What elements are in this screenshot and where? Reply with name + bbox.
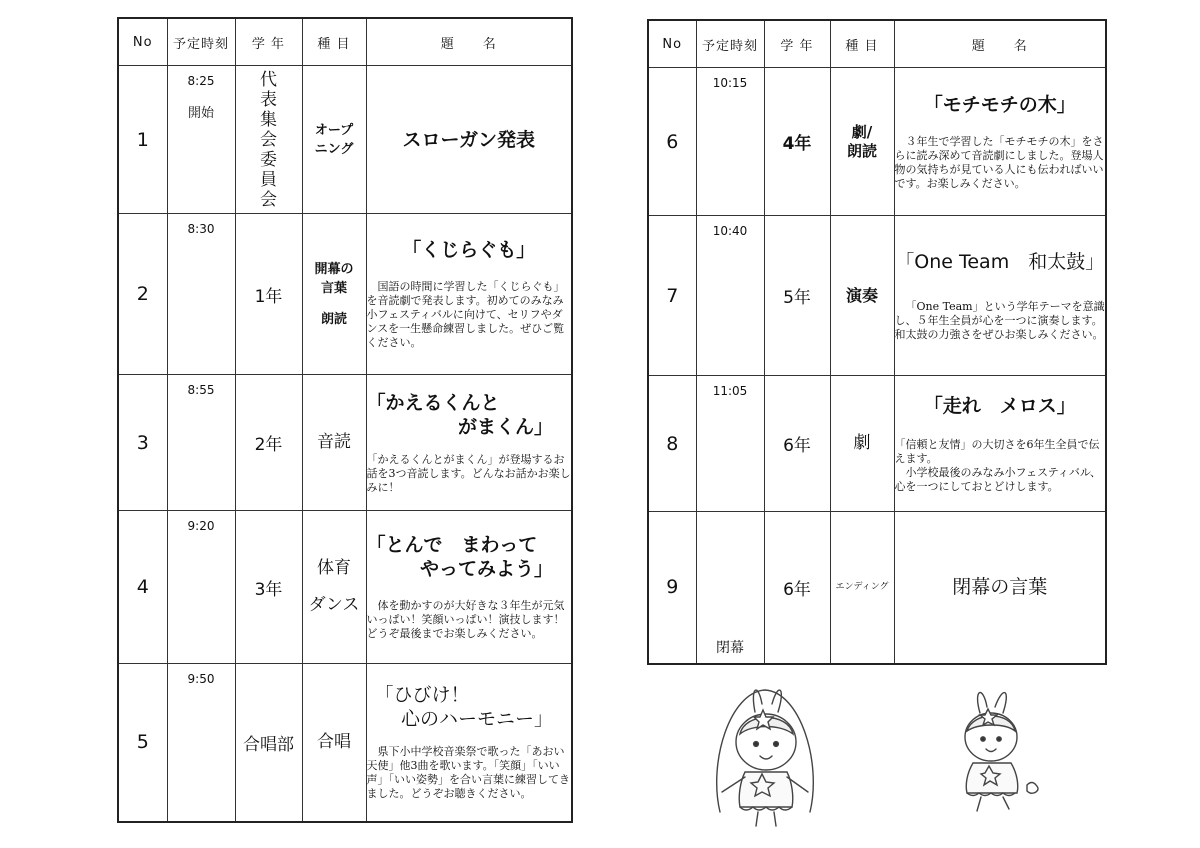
row-kind <box>830 376 894 512</box>
row-title-cell <box>366 375 572 511</box>
row-title-cell <box>894 68 1106 216</box>
row-kind <box>302 214 366 375</box>
row-grade: 4年 <box>764 68 830 216</box>
row-title-cell <box>366 664 572 822</box>
program-title: 「走れ メロス」 <box>923 394 1076 417</box>
program-title <box>367 391 572 439</box>
kind-line: 体育 <box>317 558 351 578</box>
row-grade <box>235 66 302 214</box>
kind-line: 朗読 <box>846 141 877 160</box>
row-kind <box>830 68 894 216</box>
title-line: やってみよう」 <box>419 558 553 580</box>
row-no: 7 <box>648 216 696 376</box>
program-title <box>367 533 572 581</box>
row-grade: 1年 <box>235 214 302 375</box>
header-grade: 学 年 <box>764 20 830 68</box>
header-no: No <box>648 20 696 68</box>
row-kind <box>302 66 366 214</box>
kind-line: エンディング <box>835 581 889 592</box>
row-time <box>167 214 235 375</box>
row-no: 3 <box>118 375 167 511</box>
row-kind <box>302 511 366 664</box>
row-title-cell <box>366 511 572 664</box>
row-time <box>696 68 764 216</box>
row-time <box>167 375 235 511</box>
kind-line: ニング <box>314 141 354 157</box>
kind-line: 朗読 <box>320 311 347 327</box>
program-row <box>118 214 572 375</box>
kind-line: オープ <box>314 122 354 138</box>
header-row <box>648 20 1106 68</box>
row-title-cell <box>366 66 572 214</box>
row-title-cell <box>894 216 1106 376</box>
time-value: 8:55 <box>187 383 215 397</box>
header-time: 予定時刻 <box>167 18 235 66</box>
title-line: 「かえるくんと <box>366 391 500 414</box>
program-row <box>648 376 1106 512</box>
row-grade: 3年 <box>235 511 302 664</box>
row-title-cell <box>894 512 1106 664</box>
title-line: 「とんで まわって <box>366 534 538 556</box>
kind-line: 開幕の <box>314 261 354 277</box>
standing-girl-illustration <box>945 685 1055 820</box>
program-title: 「くじらぐも」 <box>402 239 536 261</box>
grade-vertical-text: 代表集会委員会 <box>260 69 277 210</box>
program-row <box>118 664 572 822</box>
row-time <box>696 512 764 664</box>
header-grade: 学 年 <box>235 18 302 66</box>
row-kind <box>302 375 366 511</box>
program-title: 閉幕の言葉 <box>952 576 1048 599</box>
row-time <box>696 216 764 376</box>
program-row <box>118 375 572 511</box>
row-grade: 2年 <box>235 375 302 511</box>
time-value: 10:40 <box>712 224 748 238</box>
program-description <box>895 438 1106 494</box>
row-title-cell <box>366 214 572 375</box>
program-description: 体を動かすのが大好きな３年生が元気いっぱい！笑顔いっぱい！演技します！どうぞ最後までお楽しみください。 <box>366 599 565 640</box>
kind-line: 劇 <box>853 433 871 453</box>
title-line: 「ひびけ！ <box>374 684 470 707</box>
time-value: 9:50 <box>187 672 215 686</box>
row-grade: 6年 <box>764 512 830 664</box>
row-time <box>167 66 235 214</box>
row-no: 8 <box>648 376 696 512</box>
time-value: 8:30 <box>187 222 215 236</box>
row-no: 5 <box>118 664 167 822</box>
kind-line: 劇/ <box>851 122 873 141</box>
time-value: 8:25 <box>187 74 215 88</box>
program-description: 「One Team」という学年テーマを意識し、５年生全員が心を一つに演奏します。和太鼓の力強さをぜひお楽しみください。 <box>894 299 1105 341</box>
row-title-cell <box>894 376 1106 512</box>
row-time <box>696 376 764 512</box>
kind-line: 合唱 <box>317 731 351 752</box>
time-value: 10:15 <box>712 76 748 90</box>
header-time: 予定時刻 <box>696 20 764 68</box>
program-title: 「モチモチの木」 <box>923 93 1076 116</box>
program-row <box>118 511 572 664</box>
program-title <box>367 683 572 731</box>
program-description: 国語の時間に学習した「くじらぐも」を音読劇で発表します。初めてのみなみ小フェスティバルに向けて、セリフやダンスを一生懸命練習しました。ぜひご覧ください。 <box>366 280 565 349</box>
title-line: がまくん」 <box>457 415 553 438</box>
row-kind <box>302 664 366 822</box>
time-note: 閉幕 <box>716 639 744 656</box>
program-table-left <box>117 17 573 823</box>
program-row <box>118 66 572 214</box>
row-kind <box>830 512 894 664</box>
program-description: 県下小中学校音楽祭で歌った「あおい天使」他3曲を歌います。「笑顔」「いい声」「いい姿勢」を合い言葉に練習してきました。どうぞお聴きください。 <box>366 745 570 801</box>
program-description: 「かえるくんとがまくん」が登場するお話を3つ音読します。どんなお話かお楽しみに！ <box>366 452 571 494</box>
row-time <box>167 664 235 822</box>
time-value: 11:05 <box>712 384 748 398</box>
program-table-right <box>647 19 1107 665</box>
header-row <box>118 18 572 66</box>
time-value: 9:20 <box>187 519 215 533</box>
row-no: 6 <box>648 68 696 216</box>
time-note: 開始 <box>187 106 214 121</box>
row-no: 1 <box>118 66 167 214</box>
row-no: 2 <box>118 214 167 375</box>
row-no: 9 <box>648 512 696 664</box>
jump-rope-girl-illustration <box>700 682 830 832</box>
program-title: スローガン発表 <box>402 128 536 151</box>
header-kind: 種 目 <box>302 18 366 66</box>
row-time <box>167 511 235 664</box>
program-row <box>648 216 1106 376</box>
row-grade: 6年 <box>764 376 830 512</box>
kind-line: 演奏 <box>845 286 878 305</box>
kind-line: ダンス <box>308 595 360 615</box>
header-no: No <box>118 18 167 66</box>
kind-line: 音読 <box>317 432 351 452</box>
row-grade: 合唱部 <box>235 664 302 822</box>
description-line: 「信頼と友情」の大切さを6年生全員で伝えます。 <box>894 437 1100 465</box>
header-title: 題 名 <box>894 20 1106 68</box>
program-row <box>648 68 1106 216</box>
program-description: ３年生で学習した「モチモチの木」をさらに読み深めて音読劇にしました。登場人物の気持ちが見ている人にも伝わればいいです。お楽しみください。 <box>894 134 1104 190</box>
header-kind: 種 目 <box>830 20 894 68</box>
row-grade: 5年 <box>764 216 830 376</box>
kind-line: 言葉 <box>320 280 347 296</box>
row-no: 4 <box>118 511 167 664</box>
row-kind <box>830 216 894 376</box>
program-row <box>648 512 1106 664</box>
description-line: 小学校最後のみなみ小フェスティバル、心を一つにしておとどけします。 <box>894 465 1101 493</box>
header-title: 題 名 <box>366 18 572 66</box>
title-line: 心のハーモニー」 <box>400 708 553 731</box>
program-title: 「One Team 和太鼓」 <box>895 250 1105 273</box>
